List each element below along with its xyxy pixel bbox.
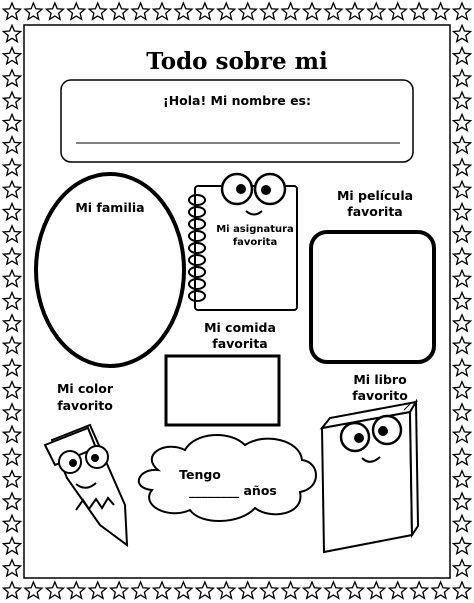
star-icon	[432, 582, 449, 598]
star-icon	[3, 3, 20, 19]
star-icon	[325, 582, 342, 598]
star-icon	[3, 203, 20, 219]
star-icon	[25, 3, 42, 19]
star-icon	[453, 181, 470, 197]
star-icon	[3, 270, 20, 286]
star-icon	[3, 25, 20, 41]
movie-label-line2: favorita	[347, 204, 403, 219]
star-icon	[3, 359, 20, 375]
star-icon	[175, 582, 192, 598]
star-icon	[453, 114, 470, 130]
star-icon	[453, 3, 470, 19]
star-icon	[25, 582, 42, 598]
star-icon	[325, 3, 342, 19]
star-icon	[453, 293, 470, 309]
star-icon	[3, 92, 20, 108]
star-icon	[89, 3, 106, 19]
star-icon	[389, 582, 406, 598]
star-icon	[453, 515, 470, 531]
star-icon	[453, 137, 470, 153]
star-icon	[453, 248, 470, 264]
star-icon	[3, 159, 20, 175]
star-icon	[196, 3, 213, 19]
star-icon	[453, 159, 470, 175]
star-icon	[3, 426, 20, 442]
star-icon	[432, 3, 449, 19]
star-icon	[453, 582, 470, 598]
star-icon	[282, 582, 299, 598]
star-icon	[453, 226, 470, 242]
star-icon	[3, 582, 20, 598]
food-label-line2: favorita	[212, 336, 268, 351]
star-icon	[411, 3, 428, 19]
star-icon	[453, 337, 470, 353]
star-icon	[453, 426, 470, 442]
star-icon	[153, 582, 170, 598]
star-icon	[453, 25, 470, 41]
star-icon	[261, 3, 278, 19]
star-icon	[453, 448, 470, 464]
star-icon	[368, 3, 385, 19]
star-icon	[453, 404, 470, 420]
star-icon	[346, 3, 363, 19]
subject-label-line1: Mi asignatura	[216, 224, 294, 235]
star-icon	[453, 92, 470, 108]
star-icon	[411, 582, 428, 598]
age-label-line2: ________ años	[189, 483, 277, 498]
subject-label-line2: favorita	[232, 237, 278, 248]
star-icon	[218, 3, 235, 19]
page-title: Todo sobre mi	[146, 48, 328, 75]
star-icon	[111, 582, 128, 598]
star-icon	[175, 3, 192, 19]
star-icon	[3, 448, 20, 464]
greeting-label: ¡Hola! Mi nombre es:	[163, 93, 311, 108]
book-label-line1: Mi libro	[353, 372, 407, 387]
star-icon	[453, 382, 470, 398]
star-icon	[303, 582, 320, 598]
star-icon	[196, 582, 213, 598]
color-label-line1: Mi color	[56, 381, 114, 396]
star-icon	[3, 226, 20, 242]
movie-label-line1: Mi película	[336, 188, 414, 203]
star-icon	[239, 582, 256, 598]
book-icon	[322, 402, 418, 552]
star-icon	[453, 471, 470, 487]
star-icon	[3, 515, 20, 531]
star-icon	[453, 560, 470, 576]
star-icon	[46, 3, 63, 19]
star-icon	[3, 538, 20, 554]
star-icon	[68, 582, 85, 598]
star-icon	[132, 3, 149, 19]
star-icon	[239, 3, 256, 19]
star-icon	[111, 3, 128, 19]
star-icon	[3, 404, 20, 420]
star-icon	[453, 315, 470, 331]
star-icon	[453, 359, 470, 375]
movie-frame	[311, 232, 434, 362]
star-icon	[453, 203, 470, 219]
age-label-line1: Tengo	[179, 467, 221, 482]
color-label-line2: favorito	[57, 398, 113, 413]
star-icon	[303, 3, 320, 19]
star-icon	[3, 181, 20, 197]
food-box	[166, 356, 279, 425]
star-icon	[3, 137, 20, 153]
star-icon	[68, 3, 85, 19]
food-label-line1: Mi comida	[204, 320, 276, 335]
star-icon	[46, 582, 63, 598]
star-icon	[453, 493, 470, 509]
star-icon	[3, 337, 20, 353]
star-icon	[3, 248, 20, 264]
family-label: Mi familia	[75, 200, 145, 215]
star-icon	[153, 3, 170, 19]
star-icon	[453, 270, 470, 286]
star-icon	[389, 3, 406, 19]
star-icon	[3, 114, 20, 130]
star-icon	[3, 493, 20, 509]
star-icon	[89, 582, 106, 598]
star-icon	[261, 582, 278, 598]
star-icon	[453, 538, 470, 554]
book-label-line2: favorito	[352, 388, 408, 403]
star-icon	[3, 382, 20, 398]
star-icon	[132, 582, 149, 598]
star-icon	[3, 315, 20, 331]
star-icon	[368, 582, 385, 598]
star-icon	[282, 3, 299, 19]
star-icon	[3, 560, 20, 576]
star-icon	[218, 582, 235, 598]
star-icon	[3, 471, 20, 487]
star-icon	[3, 293, 20, 309]
star-icon	[346, 582, 363, 598]
